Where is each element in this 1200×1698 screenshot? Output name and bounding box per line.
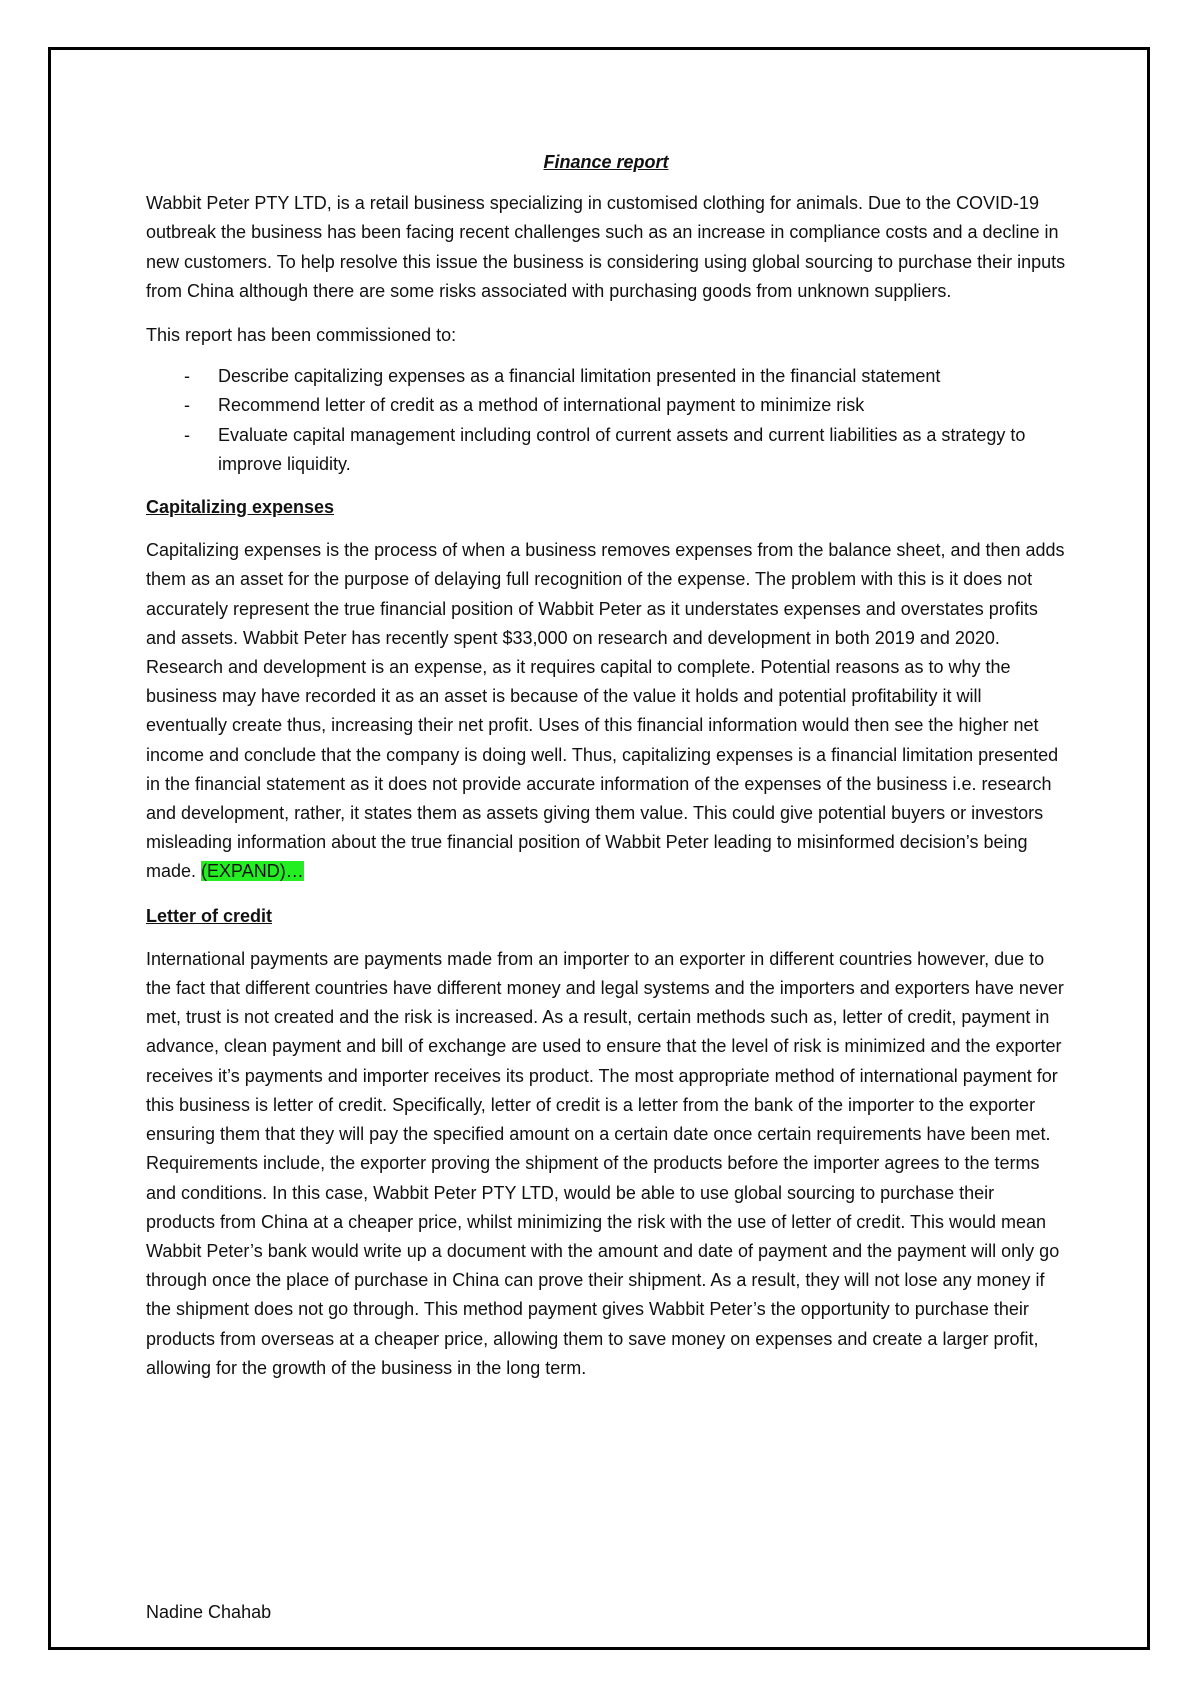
document-title: Finance report (543, 152, 669, 172)
commissioned-statement: This report has been commissioned to: (146, 325, 457, 346)
author-footer: Nadine Chahab (146, 1602, 272, 1622)
capitalizing-body: Capitalizing expenses is the process of when a business removes expenses from the balance sheet, and then adds them as an asset for the purpose of delaying full recognition of the expense. The problem with this is it does not accurately represent the true financial position of Wabbit Peter as it understates expenses and overstates profits and assets. Wabbit Peter has recently spent $33,000 on research and development in both 2019 and 2020. Research and development is an expense, as it requires capital to complete. Potential reasons as to why the business may have recorded it as an asset is because of the value it holds and potential profitability it will eventually create thus, increasing their net profit. Uses of this financial information would then see the higher net income and conclude that the company is doing well. Thus, capitalizing expenses is a financial limitation presented in the financial statement as it does not provide accurate information of the expenses of the business i.e. research and development, rather, it states them as assets giving them value. This could give potential buyers or investors misleading information about the true financial position of Wabbit Peter leading to misinformed decision’s being made. (146, 540, 1065, 882)
list-item-text: Evaluate capital management including control of current assets and current liabilities as a strategy to improve liquidity. (218, 424, 1026, 474)
bullet-dash: - (184, 395, 190, 416)
list-item (146, 391, 1066, 420)
intro-paragraph: Wabbit Peter PTY LTD, is a retail business specializing in customised clothing for animals. Due to the COVID-19 outbreak the business has been facing recent challenges such as an increase in compliance costs and a decline in new customers. To help resolve this issue the business is considering using global sourcing to purchase their inputs from China although there are some risks associated with purchasing goods from unknown suppliers. (146, 193, 1066, 301)
bullet-dash: - (184, 424, 190, 445)
document-body (146, 148, 1066, 1398)
list-item (146, 421, 1066, 479)
list-item (146, 362, 1066, 391)
list-item-text: Recommend letter of credit as a method of international payment to minimize risk (218, 395, 865, 416)
expand-highlight: (EXPAND)… (201, 861, 304, 882)
list-item-text: Describe capitalizing expenses as a financial limitation presented in the financial statement (218, 366, 941, 387)
objectives-list (146, 362, 1066, 479)
bullet-dash: - (184, 366, 190, 387)
letter-of-credit-paragraph: International payments are payments made from an importer to an exporter in different countries however, due to the fact that different countries have different money and legal systems and the importers and exporters have never met, trust is not created and the risk is increased. As a result, certain methods such as, letter of credit, payment in advance, clean payment and bill of exchange are used to ensure that the level of risk is minimized and the exporter receives it’s payments and importer receives its product. The most appropriate method of international payment for this business is letter of credit. Specifically, letter of credit is a letter from the bank of the importer to the exporter ensuring them that they will pay the specified amount on a certain date once certain requirements have been met. Requirements include, the exporter proving the shipment of the products before the importer agrees to the terms and conditions. In this case, Wabbit Peter PTY LTD, would be able to use global sourcing to purchase their products from China at a cheaper price, whilst minimizing the risk with the use of letter of credit. This would mean Wabbit Peter’s bank would write up a document with the amount and date of payment and the payment will only go through once the place of purchase in China can prove their shipment. As a result, they will not lose any money if the shipment does not go through. This method payment gives Wabbit Peter’s the opportunity to purchase their products from overseas at a cheaper price, allowing them to save money on expenses and create a larger profit, allowing for the growth of the business in the long term. (146, 948, 1064, 1378)
section-heading-capitalizing: Capitalizing expenses (146, 497, 335, 518)
section-heading-letter-of-credit: Letter of credit (146, 905, 273, 926)
capitalizing-paragraph (146, 536, 1066, 886)
